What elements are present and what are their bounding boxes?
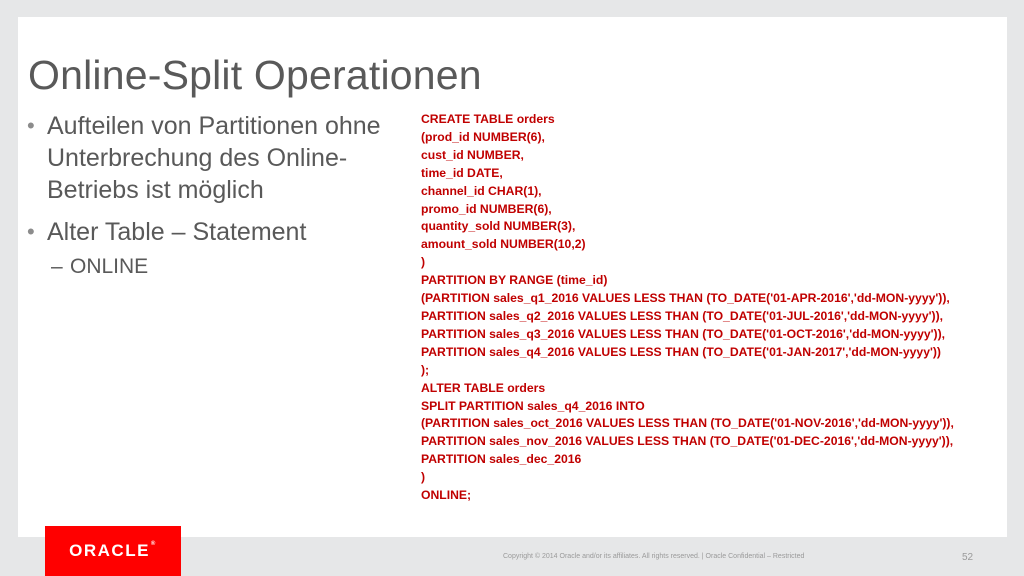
bullet-text: Aufteilen von Partitionen ohne Unterbrechung des Online-Betriebs ist möglich xyxy=(47,112,381,204)
code-line: PARTITION sales_dec_2016 xyxy=(421,452,582,467)
code-line: promo_id NUMBER(6), xyxy=(421,201,552,216)
code-line: PARTITION sales_q2_2016 VALUES LESS THAN (TO_DATE('01-JUL-2016','dd-MON-yyyy')), xyxy=(421,308,944,323)
bullet-dot-icon: • xyxy=(27,219,35,244)
code-line: ); xyxy=(421,362,430,377)
code-line: (PARTITION sales_q1_2016 VALUES LESS THAN (TO_DATE('01-APR-2016','dd-MON-yyyy')), xyxy=(421,291,950,306)
sql-code-block xyxy=(421,111,954,505)
code-line: time_id DATE, xyxy=(421,165,503,180)
oracle-logo xyxy=(45,526,181,576)
code-line: quantity_sold NUMBER(3), xyxy=(421,219,576,234)
bullet-list xyxy=(24,110,384,280)
code-line: PARTITION sales_q4_2016 VALUES LESS THAN (TO_DATE('01-JAN-2017','dd-MON-yyyy')) xyxy=(421,344,941,359)
dash-icon: – xyxy=(51,255,63,278)
code-line: ) xyxy=(421,470,426,485)
bullet-dot-icon: • xyxy=(27,113,35,138)
sub-bullet-text: ONLINE xyxy=(70,255,149,278)
code-line: (prod_id NUMBER(6), xyxy=(421,129,545,144)
oracle-logo-text: ORACLE® xyxy=(69,541,157,560)
page-number: 52 xyxy=(962,552,974,563)
copyright-footer: Copyright © 2014 Oracle and/or its affiliates. All rights reserved. | Oracle Confidential – Restricted xyxy=(503,553,805,560)
code-line: ONLINE; xyxy=(421,488,472,503)
code-line: ) xyxy=(421,255,426,270)
code-line: ALTER TABLE orders xyxy=(421,380,546,395)
sub-bullet-item xyxy=(24,254,384,280)
bullet-item xyxy=(24,110,384,206)
bullet-text: Alter Table – Statement xyxy=(47,218,307,246)
code-line: PARTITION BY RANGE (time_id) xyxy=(421,273,608,288)
code-line: CREATE TABLE orders xyxy=(421,112,555,126)
code-line: cust_id NUMBER, xyxy=(421,147,524,162)
code-line: PARTITION sales_q3_2016 VALUES LESS THAN (TO_DATE('01-OCT-2016','dd-MON-yyyy')), xyxy=(421,326,946,341)
bullet-item xyxy=(24,216,384,248)
code-line: PARTITION sales_nov_2016 VALUES LESS THAN (TO_DATE('01-DEC-2016','dd-MON-yyyy')), xyxy=(421,434,954,449)
code-line: amount_sold NUMBER(10,2) xyxy=(421,237,586,252)
code-line: SPLIT PARTITION sales_q4_2016 INTO xyxy=(421,398,645,413)
code-line: (PARTITION sales_oct_2016 VALUES LESS THAN (TO_DATE('01-NOV-2016','dd-MON-yyyy')), xyxy=(421,416,954,431)
slide-title: Online-Split Operationen xyxy=(28,52,482,98)
code-line: channel_id CHAR(1), xyxy=(421,183,542,198)
